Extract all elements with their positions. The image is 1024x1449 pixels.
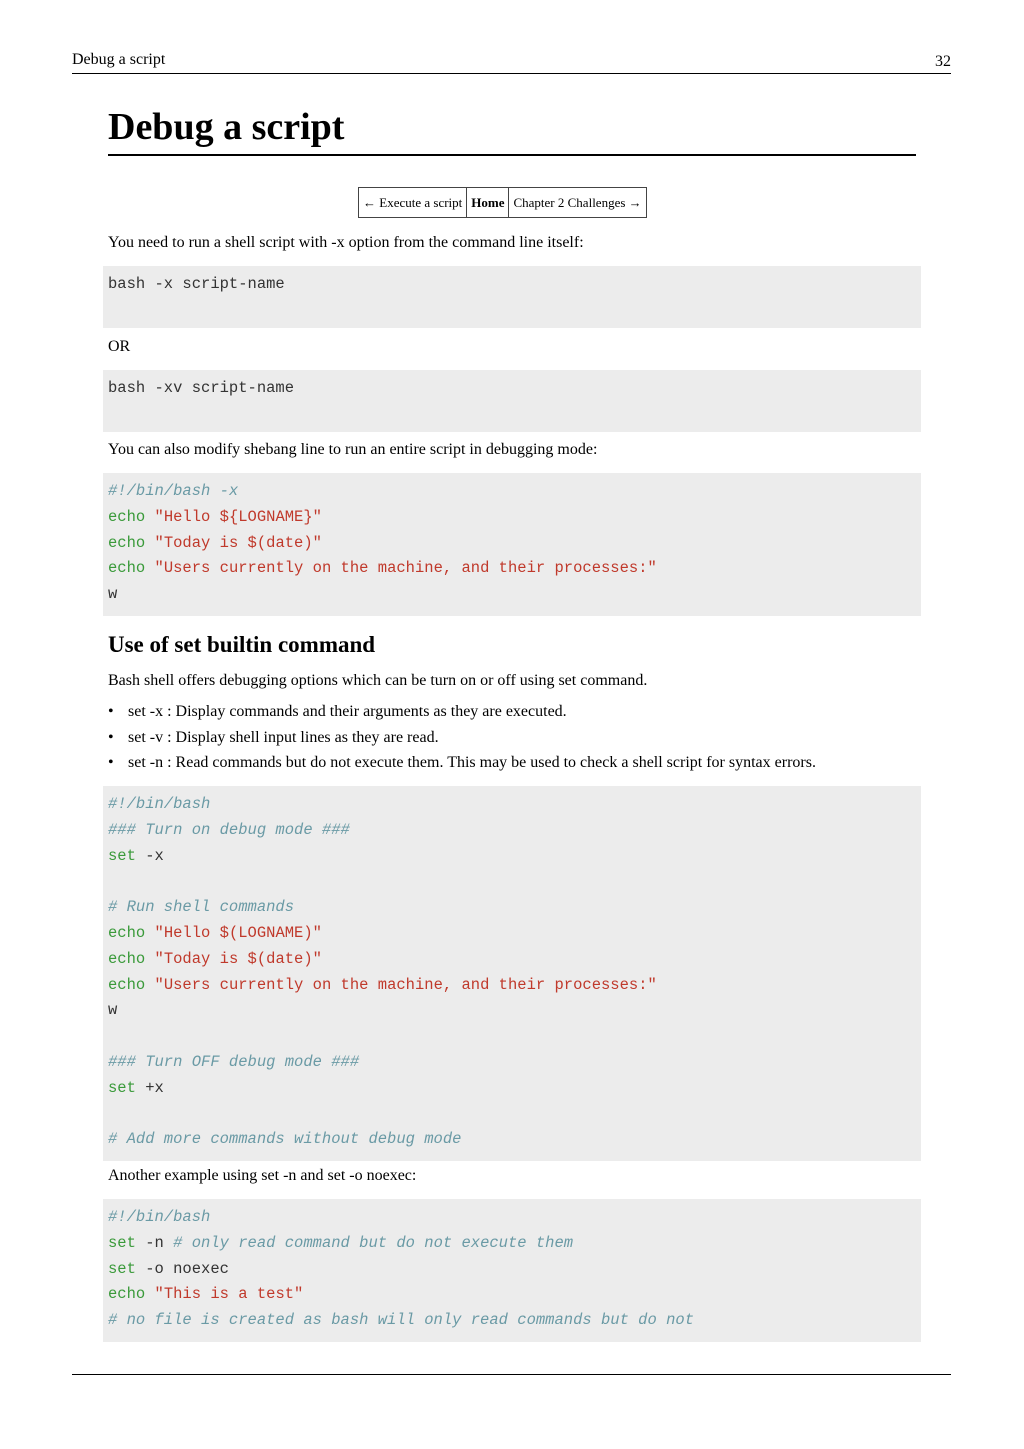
code-comment: # no file is created as bash will only read commands but do not — [108, 1311, 694, 1330]
code-block-3 — [103, 473, 921, 616]
code-string: "Users currently on the machine, and their processes:" — [154, 559, 657, 578]
code-string: "This is a test" — [154, 1285, 304, 1304]
code-block-4 — [103, 786, 921, 1161]
code-string: "Today is $(date)" — [154, 949, 322, 968]
code-text: w — [108, 1001, 118, 1020]
nav-prev-link[interactable]: ← Execute a script — [359, 188, 467, 218]
shebang-paragraph: You can also modify shebang line to run an entire script in debugging mode: — [108, 441, 598, 458]
nav-next-link[interactable]: Chapter 2 Challenges → — [509, 188, 646, 218]
code-keyword: echo — [108, 1285, 146, 1304]
or-paragraph: OR — [108, 338, 131, 355]
code-keyword: set — [108, 1078, 136, 1097]
code-block-5 — [103, 1199, 921, 1342]
code-line: bash -xv script-name — [108, 379, 295, 397]
code-comment: #!/bin/bash -x — [108, 482, 239, 500]
code-string: "Today is $(date)" — [154, 533, 322, 552]
page-header — [72, 51, 951, 74]
code-keyword: set — [108, 1259, 136, 1278]
list-item: • set -x : Display commands and their arguments as they are executed. — [108, 699, 816, 725]
another-paragraph: Another example using set -n and set -o noexec: — [108, 1167, 417, 1184]
page-number: 32 — [935, 53, 951, 70]
code-comment: ### Turn OFF debug mode ### — [108, 1052, 360, 1071]
nav-home-link[interactable]: Home — [467, 188, 509, 218]
code-keyword: echo — [108, 533, 146, 552]
list-item: • set -v : Display shell input lines as they are read. — [108, 725, 816, 751]
code-comment: #!/bin/bash — [108, 1208, 211, 1226]
code-keyword: echo — [108, 923, 146, 942]
page-content — [103, 100, 921, 1330]
running-header-title: Debug a script — [72, 51, 166, 68]
code-text: w — [108, 585, 118, 604]
footer-rule — [72, 1374, 951, 1375]
code-keyword: echo — [108, 975, 146, 994]
navigation-box — [358, 187, 647, 218]
section-heading: Use of set builtin command — [108, 632, 376, 657]
code-string: "Hello ${LOGNAME}" — [154, 507, 322, 526]
code-keyword: echo — [108, 949, 146, 968]
code-comment: # only read command but do not execute them — [173, 1233, 574, 1252]
code-line: bash -x script-name — [108, 275, 285, 293]
section-intro: Bash shell offers debugging options which can be turn on or off using set command. — [108, 672, 648, 689]
code-text: -n — [135, 1233, 174, 1252]
code-text: -x — [135, 846, 164, 865]
code-comment: # Add more commands without debug mode — [108, 1130, 462, 1149]
intro-paragraph: You need to run a shell script with -x option from the command line itself: — [108, 234, 584, 251]
list-item: • set -n : Read commands but do not execute them. This may be used to check a shell script for syntax errors. — [108, 750, 816, 776]
code-comment: # Run shell commands — [108, 898, 295, 917]
code-keyword: set — [108, 1233, 136, 1252]
code-text: -o noexec — [135, 1259, 229, 1278]
code-keyword: set — [108, 846, 136, 865]
code-string: "Hello $(LOGNAME)" — [154, 923, 322, 942]
code-keyword: echo — [108, 507, 146, 526]
code-text: +x — [135, 1078, 164, 1097]
options-list — [108, 699, 816, 776]
code-string: "Users currently on the machine, and their processes:" — [154, 975, 657, 994]
code-keyword: echo — [108, 559, 146, 578]
code-block-2 — [103, 370, 921, 432]
code-comment: ### Turn on debug mode ### — [108, 820, 350, 839]
code-comment: #!/bin/bash — [108, 795, 211, 813]
page-title: Debug a script — [108, 100, 916, 156]
code-block-1 — [103, 266, 921, 328]
